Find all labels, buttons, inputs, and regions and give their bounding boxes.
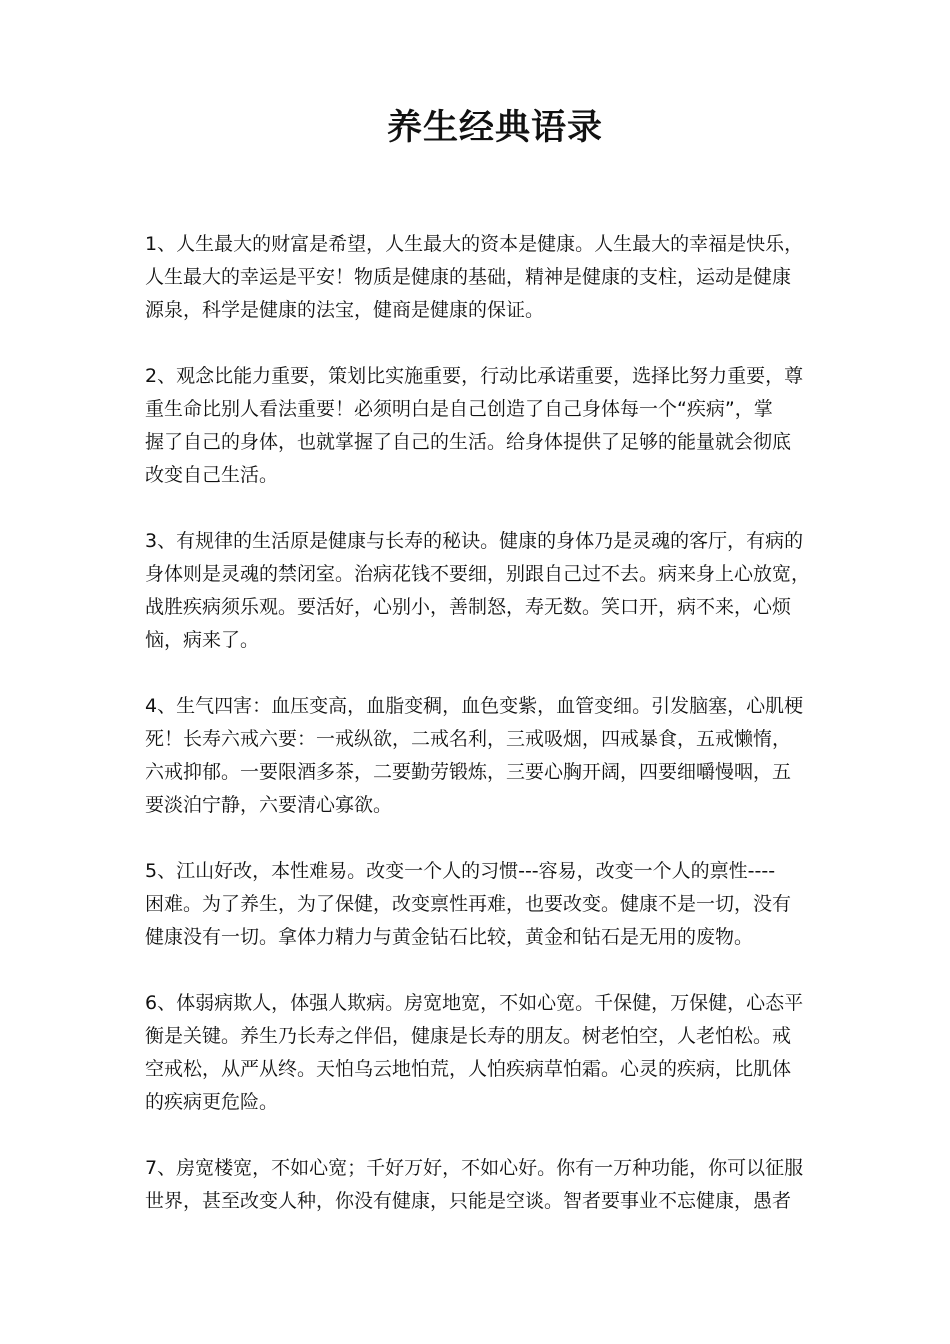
paragraph-line: 要淡泊宁静，六要清心寡欲。	[145, 794, 393, 816]
paragraph-line: 战胜疾病须乐观。要活好，心别小，善制怒，寿无数。笑口开，病不来，心烦	[145, 596, 792, 618]
paragraph-line: 健康没有一切。拿体力精力与黄金钻石比较，黄金和钻石是无用的废物。	[145, 926, 754, 948]
paragraph-line: 六戒抑郁。一要限酒多茶，二要勤劳锻炼，三要心胸开阔，四要细嚼慢咽，五	[145, 761, 792, 783]
paragraph-line: 4、生气四害：血压变高，血脂变稠，血色变紫，血管变细。引发脑塞，心肌梗	[145, 695, 804, 717]
paragraph-line: 世界，甚至改变人种，你没有健康，只能是空谈。智者要事业不忘健康，愚者	[145, 1190, 792, 1212]
document-title: 养生经典语录	[386, 108, 603, 148]
paragraph-line: 5、江山好改，本性难易。改变一个人的习惯---容易，改变一个人的禀性----	[145, 860, 776, 882]
paragraph-1	[145, 228, 825, 327]
paragraph-line: 1、人生最大的财富是希望，人生最大的资本是健康。人生最大的幸福是快乐，	[145, 233, 804, 255]
paragraph-line: 源泉，科学是健康的法宝，健商是健康的保证。	[145, 299, 545, 321]
paragraph-2	[145, 360, 825, 492]
paragraph-5	[145, 855, 825, 954]
paragraph-line: 7、房宽楼宽，不如心宽；千好万好，不如心好。你有一万种功能，你可以征服	[145, 1157, 804, 1179]
paragraph-line: 衡是关键。养生乃长寿之伴侣，健康是长寿的朋友。树老怕空，人老怕松。戒	[145, 1025, 792, 1047]
paragraph-line: 的疾病更危险。	[145, 1091, 279, 1113]
paragraph-line: 空戒松，从严从终。天怕乌云地怕荒，人怕疾病草怕霜。心灵的疾病，比肌体	[145, 1058, 792, 1080]
document-body	[145, 228, 825, 1251]
paragraph-line: 改变自己生活。	[145, 464, 279, 486]
paragraph-line: 恼，病来了。	[145, 629, 260, 651]
paragraph-line: 死！长寿六戒六要：一戒纵欲，二戒名利，三戒吸烟，四戒暴食，五戒懒惰，	[145, 728, 792, 750]
paragraph-6	[145, 987, 825, 1119]
paragraph-line: 3、有规律的生活原是健康与长寿的秘诀。健康的身体乃是灵魂的客厅，有病的	[145, 530, 804, 552]
paragraph-line: 身体则是灵魂的禁闭室。治病花钱不要细，别跟自己过不去。病来身上心放宽，	[145, 563, 811, 585]
paragraph-line: 困难。为了养生，为了保健，改变禀性再难，也要改变。健康不是一切，没有	[145, 893, 792, 915]
paragraph-line: 重生命比别人看法重要！必须明白是自己创造了自己身体每一个“疾病”，掌	[145, 398, 773, 420]
paragraph-line: 握了自己的身体，也就掌握了自己的生活。给身体提供了足够的能量就会彻底	[145, 431, 792, 453]
paragraph-7	[145, 1152, 825, 1218]
paragraph-4	[145, 690, 825, 822]
paragraph-line: 2、观念比能力重要，策划比实施重要，行动比承诺重要，选择比努力重要，尊	[145, 365, 804, 387]
paragraph-line: 6、体弱病欺人，体强人欺病。房宽地宽，不如心宽。千保健，万保健，心态平	[145, 992, 804, 1014]
paragraph-line: 人生最大的幸运是平安！物质是健康的基础，精神是健康的支柱，运动是健康	[145, 266, 792, 288]
paragraph-3	[145, 525, 825, 657]
